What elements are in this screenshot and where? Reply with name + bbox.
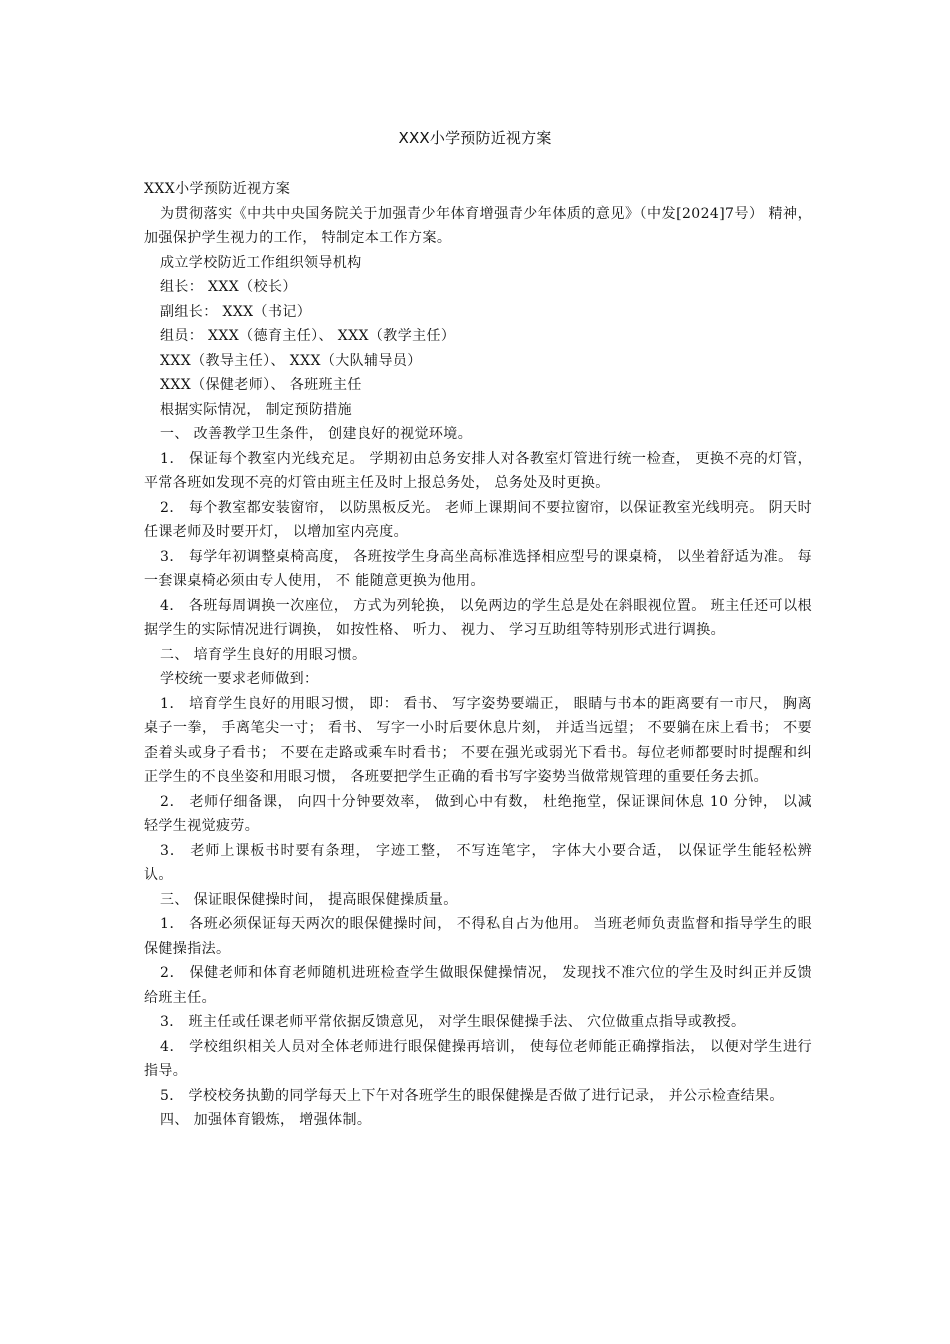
document-paragraph: 5． 学校校务执勤的同学每天上下午对各班学生的眼保健操是否做了进行记录， 并公示检查结果。 xyxy=(160,1087,784,1104)
document-title: XXX小学预防近视方案 xyxy=(398,129,552,147)
document-paragraph: XXX（教导主任）、 XXX（大队辅导员） xyxy=(160,352,422,369)
document-paragraph: 成立学校防近工作组织领导机构 xyxy=(160,254,362,271)
document-body xyxy=(144,177,812,1133)
document-paragraph: 1． 保证每个教室内光线充足。 学期初由总务安排人对各教室灯管进行统一检查， 更换不亮的灯管， 平常各班如发现不亮的灯管由班主任及时上报总务处， 总务处及时更换。 xyxy=(144,450,812,491)
document-paragraph: 2． 每个教室都安装窗帘， 以防黑板反光。 老师上课期间不要拉窗帘，以保证教室光线明亮。 阴天时任课老师及时要开灯， 以增加室内亮度。 xyxy=(144,499,812,540)
document-paragraph: 4． 各班每周调换一次座位， 方式为列轮换， 以免两边的学生总是处在斜眼视位置。 班主任还可以根据学生的实际情况进行调换， 如按性格、 听力、 视力、 学习互助组等特别形式进行调换。 xyxy=(144,597,812,638)
document-paragraph: 二、 培育学生良好的用眼习惯。 xyxy=(160,646,367,663)
document-paragraph: 3． 老师上课板书时要有条理， 字迹工整， 不写连笔字， 字体大小要合适， 以保证学生能轻松辨认。 xyxy=(144,842,812,883)
document-paragraph: XXX（保健老师）、 各班班主任 xyxy=(160,377,362,393)
document-paragraph: 学校统一要求老师做到： xyxy=(160,671,319,687)
document-paragraph: 3． 班主任或任课老师平常依据反馈意见， 对学生眼保健操手法、 穴位做重点指导或教授。 xyxy=(160,1014,746,1030)
document-paragraph: 1． 培育学生良好的用眼习惯， 即： 看书、 写字姿势要端正， 眼睛与书本的距离要有一市尺， 胸离桌子一拳， 手离笔尖一寸； 看书、 写字一小时后要休息片刻， 并适当远望； 不要躺在床上看书； 不要歪着头或身子看书； 不要在走路或乘车时看书； 不要在强光或弱光下看书。每位老师都要时时提醒和纠正学生的不良坐姿和用眼习惯， 各班要把学生正确的看书写字姿势当做常规管理的重要任务去抓。 xyxy=(144,695,812,785)
document-paragraph: 副组长： XXX（书记） xyxy=(160,303,312,320)
document-paragraph: 2． 老师仔细备课， 向四十分钟要效率， 做到心中有数， 杜绝拖堂，保证课间休息 10 分钟， 以减轻学生视觉疲劳。 xyxy=(144,793,812,834)
document-paragraph: XXX小学预防近视方案 xyxy=(144,181,291,197)
document-paragraph: 一、 改善教学卫生条件， 创建良好的视觉环境。 xyxy=(160,426,473,442)
document-paragraph: 四、 加强体育锻炼， 增强体制。 xyxy=(160,1112,372,1128)
document-paragraph: 为贯彻落实《中共中央国务院关于加强青少年体育增强青少年体质的意见》（中发[2024]7号） 精神， 加强保护学生视力的工作， 特制定本工作方案。 xyxy=(144,205,812,246)
document-paragraph: 三、 保证眼保健操时间， 提高眼保健操质量。 xyxy=(160,891,458,908)
document-paragraph: 4． 学校组织相关人员对全体老师进行眼保健操再培训， 使每位老师能正确撑指法， 以便对学生进行指导。 xyxy=(144,1038,812,1079)
document-paragraph: 组长： XXX（校长） xyxy=(160,279,297,295)
document-paragraph: 3． 每学年初调整桌椅高度， 各班按学生身高坐高标准选择相应型号的课桌椅， 以坐着舒适为准。 每一套课桌椅必须由专人使用， 不 能随意更换为他用。 xyxy=(144,548,812,589)
document-paragraph: 1． 各班必须保证每天两次的眼保健操时间， 不得私自占为他用。 当班老师负责监督和指导学生的眼保健操指法。 xyxy=(144,916,812,957)
document-paragraph: 2． 保健老师和体育老师随机进班检查学生做眼保健操情况， 发现找不准穴位的学生及时纠正并反馈给班主任。 xyxy=(144,965,812,1006)
document-paragraph: 组员： XXX（德育主任）、 XXX（教学主任） xyxy=(160,328,456,344)
document-paragraph: 根据实际情况， 制定预防措施 xyxy=(160,401,353,418)
